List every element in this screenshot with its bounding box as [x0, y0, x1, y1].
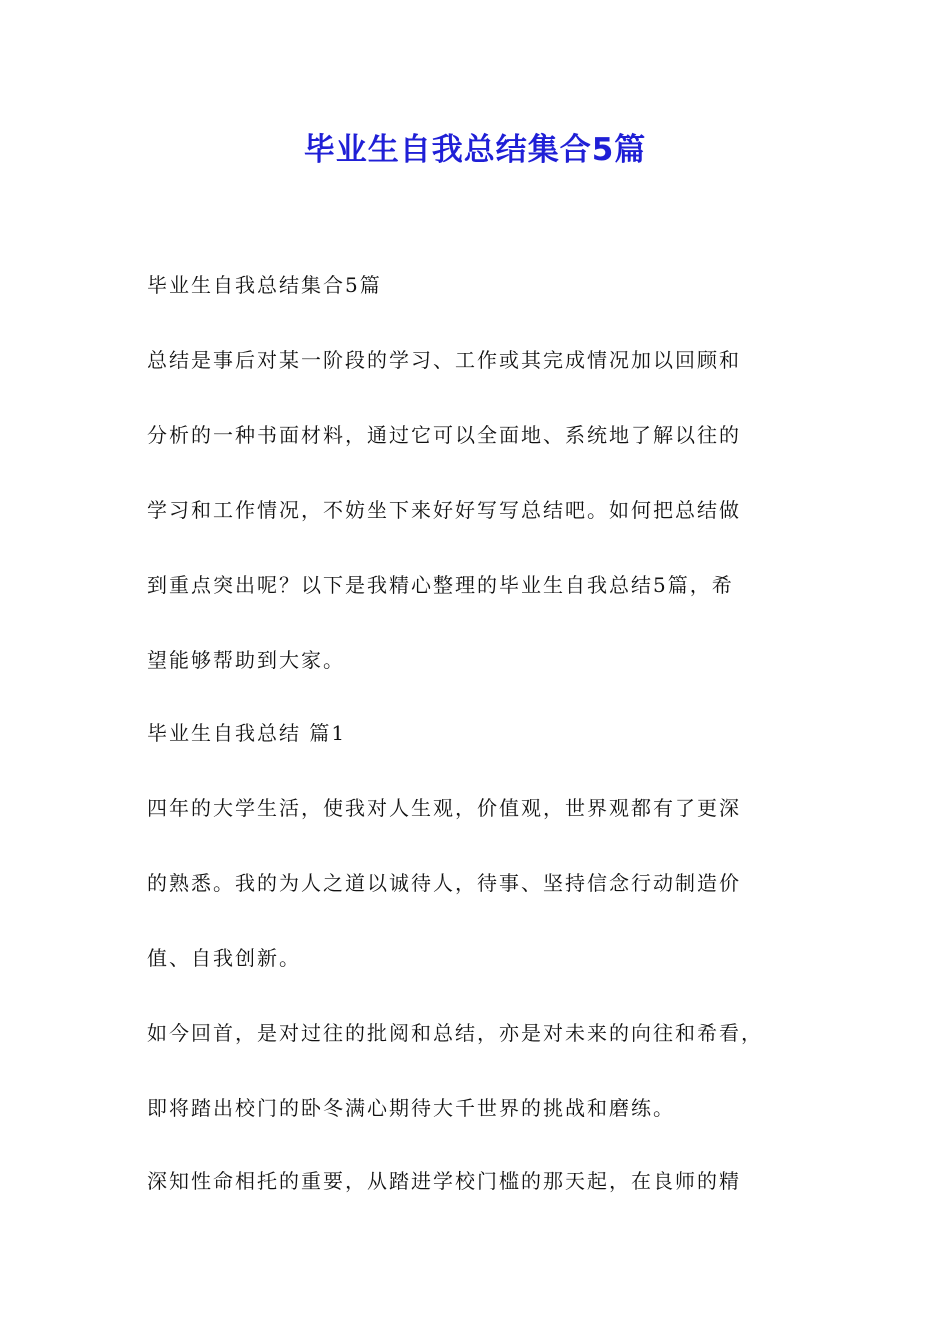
paragraph-line: 分析的一种书面材料，通过它可以全面地、系统地了解以往的: [147, 423, 741, 447]
paragraph-line: 望能够帮助到大家。: [147, 648, 345, 672]
paragraph-line: 四年的大学生活，使我对人生观，价值观，世界观都有了更深: [147, 796, 741, 820]
paragraph-line: 如今回首，是对过往的批阅和总结，亦是对未来的向往和希看，: [147, 1021, 763, 1045]
subtitle-line: 毕业生自我总结集合5篇: [147, 273, 382, 297]
document-title: 毕业生自我总结集合5篇: [303, 132, 647, 168]
section-heading: 毕业生自我总结 篇1: [147, 721, 347, 745]
paragraph-line: 即将踏出校门的卧冬满心期待大千世界的挑战和磨练。: [147, 1096, 675, 1120]
paragraph-line: 深知性命相托的重要，从踏进学校门槛的那天起，在良师的精: [147, 1169, 741, 1193]
paragraph-line: 总结是事后对某一阶段的学习、工作或其完成情况加以回顾和: [147, 348, 741, 372]
paragraph-line: 到重点突出呢？以下是我精心整理的毕业生自我总结5篇，希: [147, 573, 734, 597]
paragraph-line: 值、自我创新。: [147, 946, 301, 970]
paragraph-line: 学习和工作情况，不妨坐下来好好写写总结吧。如何把总结做: [147, 498, 741, 522]
paragraph-line: 的熟悉。我的为人之道以诚待人，待事、坚持信念行动制造价: [147, 871, 741, 895]
